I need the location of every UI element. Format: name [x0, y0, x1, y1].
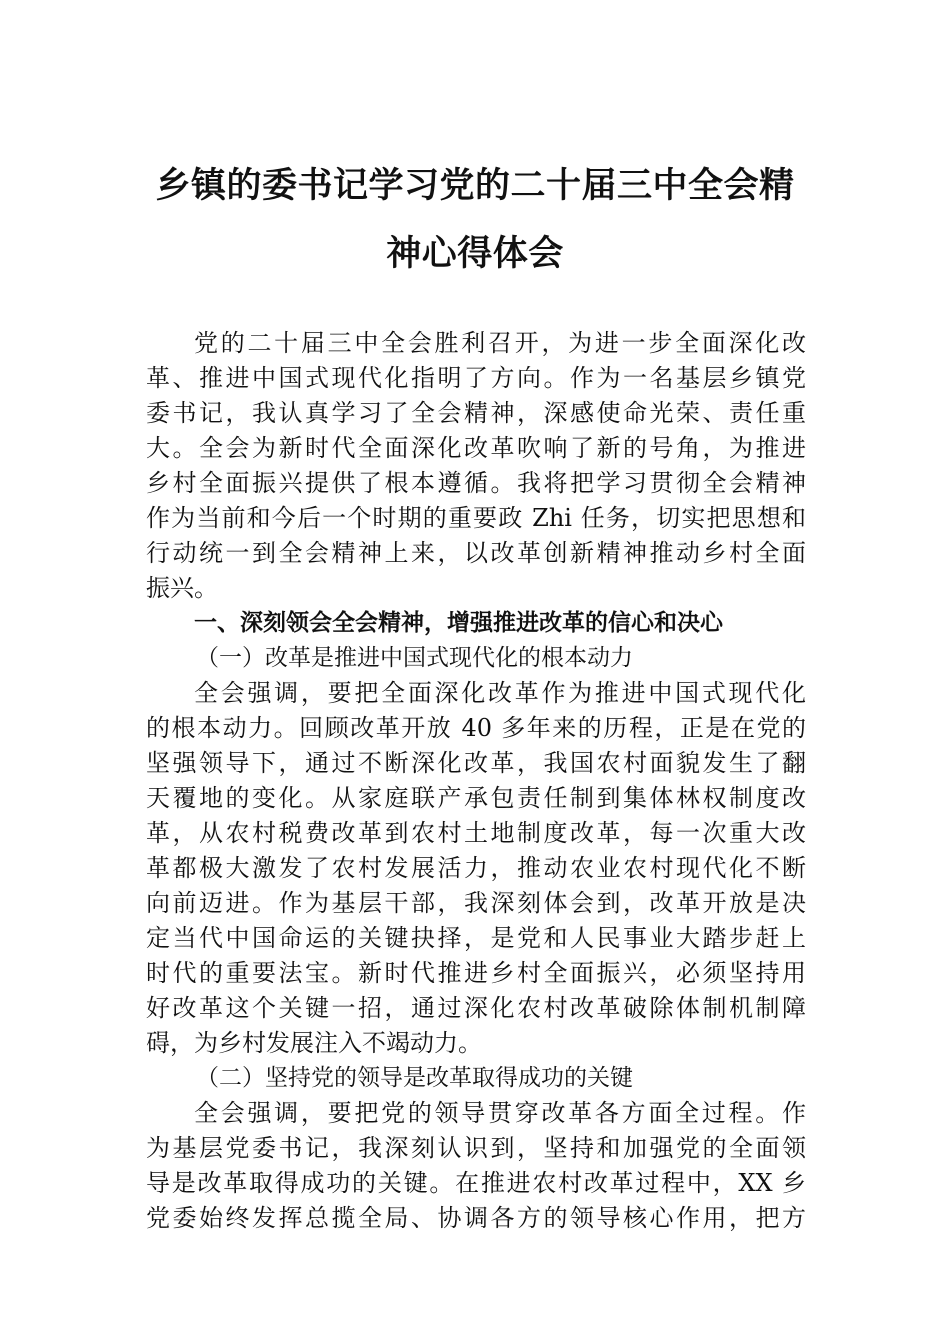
paragraph-line: 革、推进中国式现代化指明了方向。作为一名基层乡镇党	[146, 364, 806, 392]
paragraph-line: 革都极大激发了农村发展活力，推动农业农村现代化不断	[146, 854, 806, 882]
paragraph-line: 振兴。	[146, 574, 218, 602]
paragraph-line: 天覆地的变化。从家庭联产承包责任制到集体林权制度改	[146, 784, 806, 812]
paragraph-line: 导是改革取得成功的关键。在推进农村改革过程中，XX 乡	[146, 1169, 806, 1197]
paragraph-line: 委书记，我认真学习了全会精神，深感使命光荣、责任重	[146, 399, 806, 427]
paragraph-line: 定当代中国命运的关键抉择，是党和人民事业大踏步赶上	[146, 924, 806, 952]
paragraph-line: 党的二十届三中全会胜利召开，为进一步全面深化改	[194, 329, 806, 357]
section-heading: 一、深刻领会全会精神，增强推进改革的信心和决心	[194, 610, 723, 636]
document-title	[140, 152, 810, 288]
paragraph-line: 党委始终发挥总揽全局、协调各方的领导核心作用，把方	[146, 1204, 806, 1232]
paragraph-line: 全会强调，要把党的领导贯穿改革各方面全过程。作	[194, 1099, 806, 1127]
paragraph-line: 碍，为乡村发展注入不竭动力。	[146, 1029, 482, 1057]
subsection-heading: （一）改革是推进中国式现代化的根本动力	[196, 645, 633, 671]
paragraph-line: 好改革这个关键一招，通过深化农村改革破除体制机制障	[146, 994, 806, 1022]
paragraph-line: 时代的重要法宝。新时代推进乡村全面振兴，必须坚持用	[146, 959, 806, 987]
title-line: 乡镇的委书记学习党的二十届三中全会精	[155, 166, 795, 206]
title-line: 神心得体会	[386, 234, 564, 274]
paragraph-line: 为基层党委书记，我深刻认识到，坚持和加强党的全面领	[146, 1134, 806, 1162]
paragraph-line: 大。全会为新时代全面深化改革吹响了新的号角，为推进	[146, 434, 806, 462]
paragraph-line: 坚强领导下，通过不断深化改革，我国农村面貌发生了翻	[146, 749, 806, 777]
paragraph-line: 全会强调，要把全面深化改革作为推进中国式现代化	[194, 679, 806, 707]
subsection-heading: （二）坚持党的领导是改革取得成功的关键	[196, 1065, 633, 1091]
paragraph-line: 乡村全面振兴提供了根本遵循。我将把学习贯彻全会精神	[146, 469, 806, 497]
paragraph-line: 向前迈进。作为基层干部，我深刻体会到，改革开放是决	[146, 889, 806, 917]
paragraph-line: 的根本动力。回顾改革开放 40 多年来的历程，正是在党的	[146, 714, 806, 742]
paragraph-line: 行动统一到全会精神上来，以改革创新精神推动乡村全面	[146, 539, 806, 567]
document-body	[146, 326, 806, 1236]
paragraph-line: 革，从农村税费改革到农村土地制度改革，每一次重大改	[146, 819, 806, 847]
paragraph-line: 作为当前和今后一个时期的重要政 Zhi 任务，切实把思想和	[146, 504, 806, 532]
